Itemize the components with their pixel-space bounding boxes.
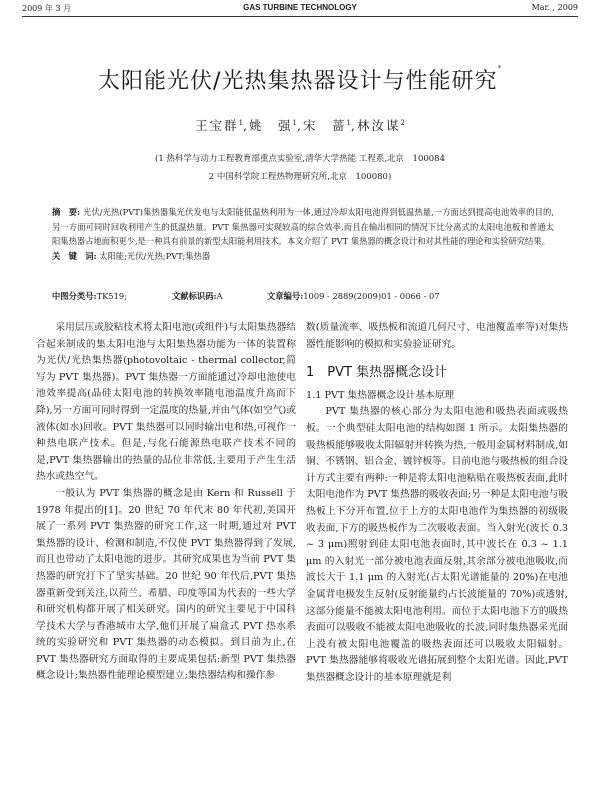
header-date-en: Mar. , 2009 [531,3,578,12]
paragraph: PVT 集热器的核心部分为太阳电池和吸热表面或吸热板。一个典型硅太阳电池的结构如图 1 所示。太阳集热器的吸热板能够吸收太阳辐射并转换为热,一般用金属材料制成,如铜、不锈钢、铝合金、镀锌板等。目前电池与吸热板的组合设计方式主要有两种:一种是将太阳电池粘贴在吸热板表面,此时太阳电池作为 PVT 集热器的吸收表面;另一种是太阳电池与吸热板上下分开布置,位于上方的太阳电池作为集热器的初级吸收表面,下方的吸热板作为二次吸收表面。当入射光(波长 0.3 ~ 3 μm)照射到硅太阳电池表面时,其中波长在 0.3 ~ 1.1 μm 的入射光一部分被电池表面反射,其余部分被电池吸收,而波长大于 1.1 μm 的入射光(占太阳光谱能量的 20%)在电池金属背电极发生反射(反射能量约占长波能量的 70%)或透射,这部分能量不能被太阳电池利用。而位于太阳电池下方的吸热表面可以吸收不能被太阳电池吸收的长波,同时集热器采光面上没有被太阳电池覆盖的吸热表面还可以吸收太阳辐射。PVT 集热器能够将吸收光谱拓展到整个太阳光谱。因此,PVT 集热器概念设计的基本原理就是利 [306,406,568,683]
author-affil: 1 [346,118,351,127]
author-affil: 1 [292,118,297,127]
abstract-text: 光伏/光热(PVT)集热器集光伏发电与太阳能低温热利用为一体,通过冷却太阳电池得到低温热量,一方面达到提高电池效率的目的,另一方面可同时回收利用产生的低温热量。PVT 集热器可实现较高的综合效率,而且在输出相同的情况下比分离式的太阳电池板和普通太阳集热器占地面积更少,是一种具有前景的新型太阳能利用技术。本文介绍了 PVT 集热器的概念设计和对其性能的理论和实验研究结果。 [52,207,554,246]
paragraph: 采用层压或胶粘技术将太阳电池(或组件)与太阳集热器结合起来制成的集太阳电池与太阳集热器功能为一体的装置称为光伏/光热集热器(photovoltaic - thermal collector,简写为 PVT 集热器)。PVT 集热器一方面能通过冷却电池使电池效率提高(晶硅太阳电池的转换效率随电池温度升高而下降),另一方面可同时得到一定温度的热量,并由气体(如空气)或液体(如水)回收。PVT 集热器可以同时输出电和热,可视作一种热电联产技术。但是,与化石能源热电联产技术不同的是,PVT 集热器输出的热量的品位非常低,主要用于产生生活热水或热空气。 [36,322,296,483]
running-header [22,2,578,17]
affiliation-2: 2 中国科学院工程热物理研究所,北京 100080) [208,172,392,182]
classification: 中图分类号:TK519; [52,291,127,301]
title-text: 太阳能光伏/光热集热器设计与性能研究 [98,69,498,94]
section-heading: 1 PVT 集热器概念设计 [306,365,448,381]
article-number: 文章编号:1009 - 2889(2009)01 - 0066 - 07 [267,291,440,301]
header-journal: GAS TURBINE TECHNOLOGY [243,3,357,12]
author-affil: 1 [238,118,244,127]
keywords-label: 关 键 词: [52,250,97,261]
right-column [306,320,568,686]
subsection-heading: 1.1 PVT 集热器概念设计基本原理 [306,389,455,401]
author-name: 宋 蔷 [302,118,347,133]
affiliation-1: (1 热科学与动力工程教育部重点实验室,清华大学热能 工程系,北京 100084 [155,154,445,164]
title-footnote-mark: * [497,64,502,72]
abstract [52,205,554,263]
paragraph: 数(质量流率、吸热板和流道几何尺寸、电池覆盖率等)对集热器性能影响的模拟和实验验证研究。 [306,322,568,350]
left-column [36,320,296,685]
header-date: 2009 年 3 月 [22,4,72,13]
author-affil: 2 [400,118,405,127]
paragraph: 一般认为 PVT 集热器的概念是由 Kern 和 Russell 于 1978 年提出的[1]。20 世纪 70 年代末 80 年代初,美国开展了一系列 PVT 集热器的研究工作,这一时期,通过对 PVT 集热器的设计、检测和制造,不仅使 PVT 集热器得到了发展,而且也带动了太阳电池的进步。其研究成果也为当前 PVT 集热器的研究打下了坚实基础。20 世纪 90 年代后,PVT 集热器重新受到关注,以荷兰、希腊、印度等国为代表的一些大学和研究机构都开展了相关研究。国内的研究主要见于中国科学技术大学与香港城市大学,他们开展了扁盒式 PVT 热水系统的实验研究和 PVT 集热器的动态模拟。到目前为止,在 PVT 集热器研究方面取得的主要成果包括:新型 PVT 集热器概念设计;集热器性能理论模型建立;集热器结构和操作参 [36,487,296,682]
keywords-text: 太阳能;光伏/光热;PVT;集热器 [99,250,211,261]
abstract-label: 摘 要: [52,207,81,217]
document-code: 文献标识码:A [172,291,223,301]
author-name: 姚 强 [249,118,293,133]
author-name: 王宝群 [195,118,239,133]
author-name: 林汝谋 [356,118,401,133]
author-line: 王宝群$^1$,姚 强$^1$,宋 蔷$^1$,林汝谋$^2$ [195,118,405,133]
paper-title [0,64,600,95]
